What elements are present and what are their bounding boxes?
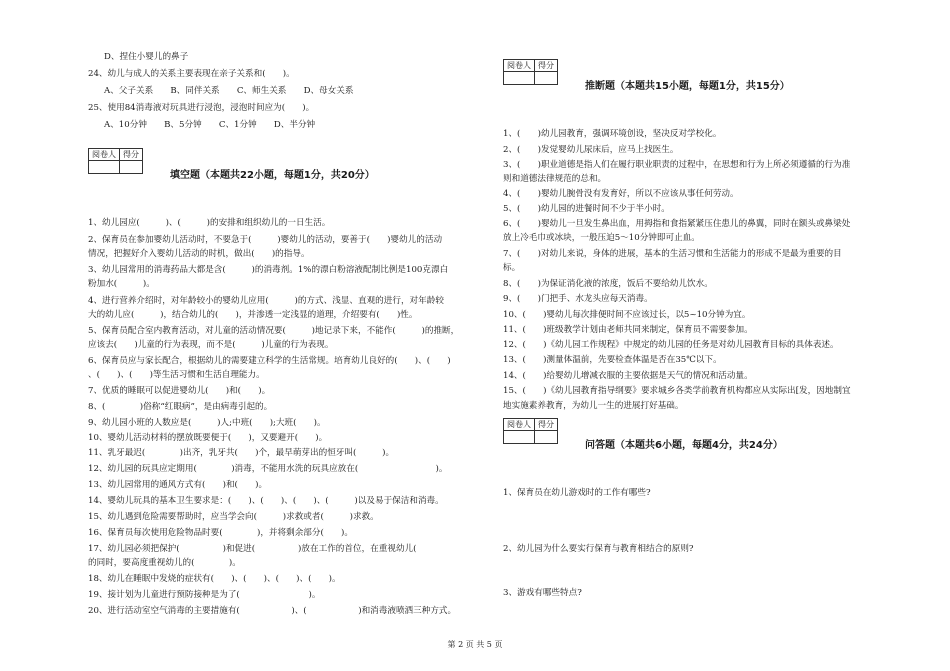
fill-line: 10、婴幼儿活动材料的摆放既要便于( )，又要避开( )。	[88, 433, 328, 443]
option-line: A、父子关系 B、同伴关系 C、师生关系 D、母女关系	[104, 86, 354, 96]
fill-line: 12、幼儿园的玩具应定期用( )消毒，不能用水洗的玩具应放在( )。	[88, 464, 448, 474]
judge-line: 5、( )幼儿园的进餐时间不少于半小时。	[503, 204, 670, 214]
fill-line: 1、幼儿园应( )、( )的安排和组织幼儿的一日生活。	[88, 218, 331, 228]
fill-line: 2、保育员在参加婴幼儿活动时，不要急于( )婴幼儿的活动，要善于( )婴幼儿的活动	[88, 235, 443, 245]
judge-line: 4、( )婴幼儿腕骨没有发育好，所以不应该从事任何劳动。	[503, 189, 739, 199]
judge-line: 地实施素养教育，为幼儿一生的进展打好基础。	[503, 401, 684, 411]
fill-line: 14、婴幼儿玩具的基本卫生要求是：( )、( )、( )、( )以及易于保洁和消毒。	[88, 496, 444, 506]
judge-line: 12、( )《幼儿园工作规程》中规定的幼儿园的任务是对幼儿园教育目标的具体表述。	[503, 340, 839, 350]
score-label: 得分	[120, 149, 143, 161]
fill-line: 9、幼儿园小班的人数应是( )人;中班( );大班( )。	[88, 418, 326, 428]
reviewer-cell	[504, 72, 535, 85]
reviewer-cell	[89, 161, 120, 174]
question-line: 25、使用84消毒液对玩具进行浸泡，浸泡时间应为( )。	[88, 103, 315, 113]
qa-question: 2、幼儿园为什么要实行保育与教育相结合的原则?	[503, 544, 694, 554]
judge-line: 8、( )为保证消化液的浓度，饭后不要给幼儿饮水。	[503, 279, 713, 289]
page-footer: 第 2 页 共 5 页	[447, 640, 503, 649]
fill-line: 17、幼儿园必须把保护( )和促进( )放在工作的首位，在重视幼儿(	[88, 544, 417, 554]
fill-line: 7、优质的睡眠可以促进婴幼儿( )和( )。	[88, 386, 271, 396]
score-cell	[120, 161, 143, 174]
question-line: 24、幼儿与成人的关系主要表现在亲子关系和( )。	[88, 69, 295, 79]
judge-line: 14、( )给婴幼儿增减衣服的主要依据是天气的情况和活动量。	[503, 371, 753, 381]
fill-line: 3、幼儿园常用的消毒药品大都是含( )的消毒剂。1%的漂白粉溶液配制比例是100克漂白	[88, 265, 449, 275]
judge-line: 放上冷毛巾或冰块，一般压迫5～10分钟即可止血。	[503, 233, 700, 243]
judge-line: 标。	[503, 263, 521, 273]
fill-line: 4、进行营养介绍时，对年龄较小的婴幼儿应用( )的方式、浅显、直观的进行，对年龄较	[88, 296, 444, 306]
score-table-qa	[503, 418, 558, 444]
fill-line: 应该去( )儿童的行为表现，而不是( )儿童的行为表现。	[88, 340, 334, 350]
fill-line: 20、进行活动室空气消毒的主要措施有( )、( )和消毒液喷洒三种方式。	[88, 606, 457, 616]
option-line: D、捏住小婴儿的鼻子	[104, 52, 189, 62]
fill-line: 16、保育员每次使用危险物品时要( )，并将剩余部分( )。	[88, 528, 353, 538]
judge-line: 13、( )测量体温前，先要检查体温是否在35℃以下。	[503, 355, 722, 365]
judge-line: 15、( )《幼儿园教育指导纲要》要求城乡各类学前教育机构都应从实际出[发，因地制宜	[503, 386, 851, 396]
fill-line: 情况，把握好介入婴幼儿活动的时机，做出( )的指导。	[88, 249, 310, 259]
reviewer-label: 阅卷人	[89, 149, 120, 161]
score-cell	[535, 72, 558, 85]
judge-line: 1、( )幼儿园教育，强调环境创设，坚决反对学校化。	[503, 129, 722, 139]
fill-line: 8、( )俗称“红眼病”，是由病毒引起的。	[88, 402, 273, 412]
fill-line: 11、乳牙最迟( )出齐，乳牙共( )个，最早萌芽出的恒牙叫( )。	[88, 448, 395, 458]
fill-line: 6、保育员应与家长配合，根据幼儿的需要建立科学的生活常规。培育幼儿良好的( )、( )	[88, 356, 451, 366]
qa-title: 问答题（本题共6小题，每题4分，共24分）	[585, 440, 783, 451]
score-cell	[535, 431, 558, 444]
score-label: 得分	[535, 60, 558, 72]
judge-line: 11、( )班级教学计划由老师共同来制定，保育员不需要参加。	[503, 325, 753, 335]
fill-line: 的同时，要高度重视幼儿的( )。	[88, 558, 241, 568]
qa-question: 1、保育员在幼儿游戏时的工作有哪些?	[503, 488, 651, 498]
fill-line: 、( )、( )等生活习惯和生活自理能力。	[88, 370, 265, 380]
score-label: 得分	[535, 419, 558, 431]
reviewer-label: 阅卷人	[504, 60, 535, 72]
fill-line: 13、幼儿园常用的通风方式有( )和( )。	[88, 480, 268, 490]
fill-line: 5、保育员配合室内教育活动，对儿童的活动情况要( )地记录下来，不能作( )的推断，	[88, 326, 460, 336]
score-table-judgement	[503, 59, 558, 85]
judge-line: 2、( )发觉婴幼儿尿床后，应马上找医生。	[503, 145, 679, 155]
score-table-fill	[88, 148, 143, 174]
judge-line: 9、( )门把手、水龙头应每天消毒。	[503, 294, 653, 304]
option-line: A、10分钟 B、5分钟 C、1分钟 D、半分钟	[104, 120, 316, 130]
judge-line: 3、( )职业道德是指人们在履行职业职责的过程中，在思想和行为上所必须遵循的行为准	[503, 160, 851, 170]
fill-blank-title: 填空题（本题共22小题，每题1分，共20分）	[170, 170, 375, 181]
judgement-title: 推断题（本题共15小题，每题1分，共15分）	[585, 81, 790, 92]
fill-line: 19、接计划为儿童进行预防接种是为了( )。	[88, 590, 321, 600]
qa-question: 3、游戏有哪些特点?	[503, 588, 582, 598]
fill-line: 18、幼儿在睡眠中发烧的症状有( )、( )、( )、( )。	[88, 574, 341, 584]
reviewer-label: 阅卷人	[504, 419, 535, 431]
fill-line: 大的幼儿应( )，结合幼儿的( )，并渗透一定浅显的道理，介绍要有( )性。	[88, 310, 418, 320]
fill-line: 15、幼儿遇到危险需要帮助时，应当学会向( )求救或者( )求救。	[88, 512, 379, 522]
fill-line: 粉加水( )。	[88, 279, 155, 289]
judge-line: 10、( )婴幼儿每次排便时间不应该过长，以5~10分钟为宜。	[503, 310, 751, 320]
judge-line: 7、( )对幼儿来说，身体的进展，基本的生活习惯和生活能力的形成不是最为重要的目	[503, 249, 842, 259]
judge-line: 则和道德法律规范的总和。	[503, 174, 607, 184]
judge-line: 6、( )婴幼儿一旦发生鼻出血，用拇指和食指紧紧压住患儿的鼻翼，同时在额头或鼻梁处	[503, 219, 851, 229]
reviewer-cell	[504, 431, 535, 444]
